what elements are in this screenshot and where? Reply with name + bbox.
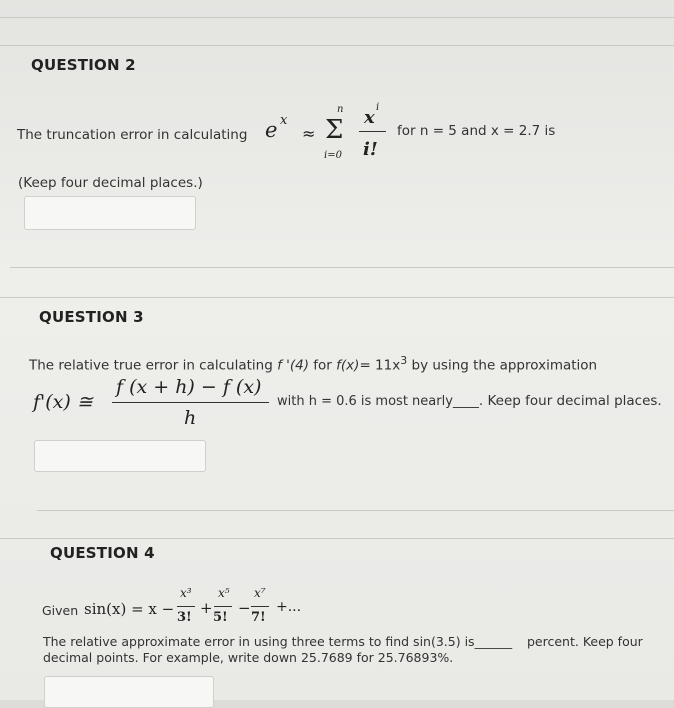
q4-term1-num: x³ (180, 586, 192, 600)
q2-approx: ≈ (302, 124, 316, 143)
q3-line1-c: = 11x (359, 357, 401, 374)
q3-blank: ____ (452, 394, 479, 409)
q4-blank: ______ (474, 634, 513, 649)
q4-term3-num: x⁷ (254, 586, 266, 600)
q2-e-exponent: x (280, 113, 288, 128)
q2-numerator: x (364, 107, 375, 128)
q4-minus: − (238, 599, 251, 617)
q3-line1-d: by using the approximation (411, 357, 598, 374)
q4-plus1: + (200, 599, 213, 617)
q2-sum-upper: n (337, 104, 344, 115)
question-4-answer-input[interactable] (44, 676, 214, 708)
question-3-mid (277, 393, 662, 409)
q3-denominator: h (184, 407, 197, 429)
divider-top-1 (0, 17, 674, 18)
q3-exp3: 3 (400, 354, 408, 367)
question-2-prefix: The truncation error in calculating (17, 127, 248, 143)
question-3-answer-input[interactable] (34, 440, 206, 472)
q4-term2-num: x⁵ (218, 586, 230, 600)
divider-q3-top (0, 297, 674, 298)
q4-term3-den: 7! (251, 610, 266, 625)
divider-q4-top (0, 538, 674, 539)
q3-line1-b: for (313, 357, 332, 374)
q2-denominator: i! (363, 139, 378, 160)
question-2-answer-input[interactable] (24, 196, 196, 230)
q4-term3-bar (251, 606, 269, 607)
q4-sin-expr: sin(x) = x − (84, 600, 175, 618)
question-3-line1 (29, 354, 597, 374)
q2-sigma: Σ (325, 115, 344, 145)
q4-plus2: +... (276, 599, 302, 615)
question-2-suffix: for n = 5 and x = 2.7 is (397, 123, 556, 139)
q4-term1-bar (177, 606, 195, 607)
q3-line1-a: The relative true error in calculating (29, 357, 273, 374)
question-4-line2 (43, 634, 512, 649)
q3-numerator: f (x + h) − f (x) (116, 376, 262, 398)
q2-sum-lower: i=0 (324, 150, 342, 161)
question-3-heading: QUESTION 3 (39, 308, 144, 326)
question-4-line3: decimal points. For example, write down 25.7689 for 25.76893%. (43, 650, 454, 665)
divider-top-2 (0, 45, 674, 46)
q4-term2-den: 5! (213, 610, 228, 625)
q4-line2-a: The relative approximate error in using three terms to find sin(3.5) is (43, 634, 475, 649)
q4-term1-den: 3! (177, 610, 192, 625)
q3-fx: f(x) (336, 357, 360, 374)
q3-mid-text: with h = 0.6 is most nearly (277, 394, 453, 409)
q3-fraction-bar (112, 402, 269, 403)
divider-q2-bottom (10, 267, 674, 268)
q4-line2-b: percent. Keep four (527, 634, 643, 649)
question-2-note: (Keep four decimal places.) (18, 175, 203, 191)
q2-fraction-bar (359, 131, 386, 132)
question-2-heading: QUESTION 2 (31, 56, 136, 74)
q4-given: Given (42, 603, 79, 618)
q3-tail: . Keep four decimal places. (478, 393, 662, 409)
divider-q3-bottom (37, 510, 674, 511)
q4-term2-bar (214, 606, 232, 607)
q2-numerator-exp: i (376, 102, 380, 113)
q3-fprime4: f '(4) (277, 357, 309, 374)
q3-lhs: f'(x) ≅ (33, 391, 93, 413)
q2-e: e (265, 118, 278, 142)
question-4-heading: QUESTION 4 (50, 544, 155, 562)
